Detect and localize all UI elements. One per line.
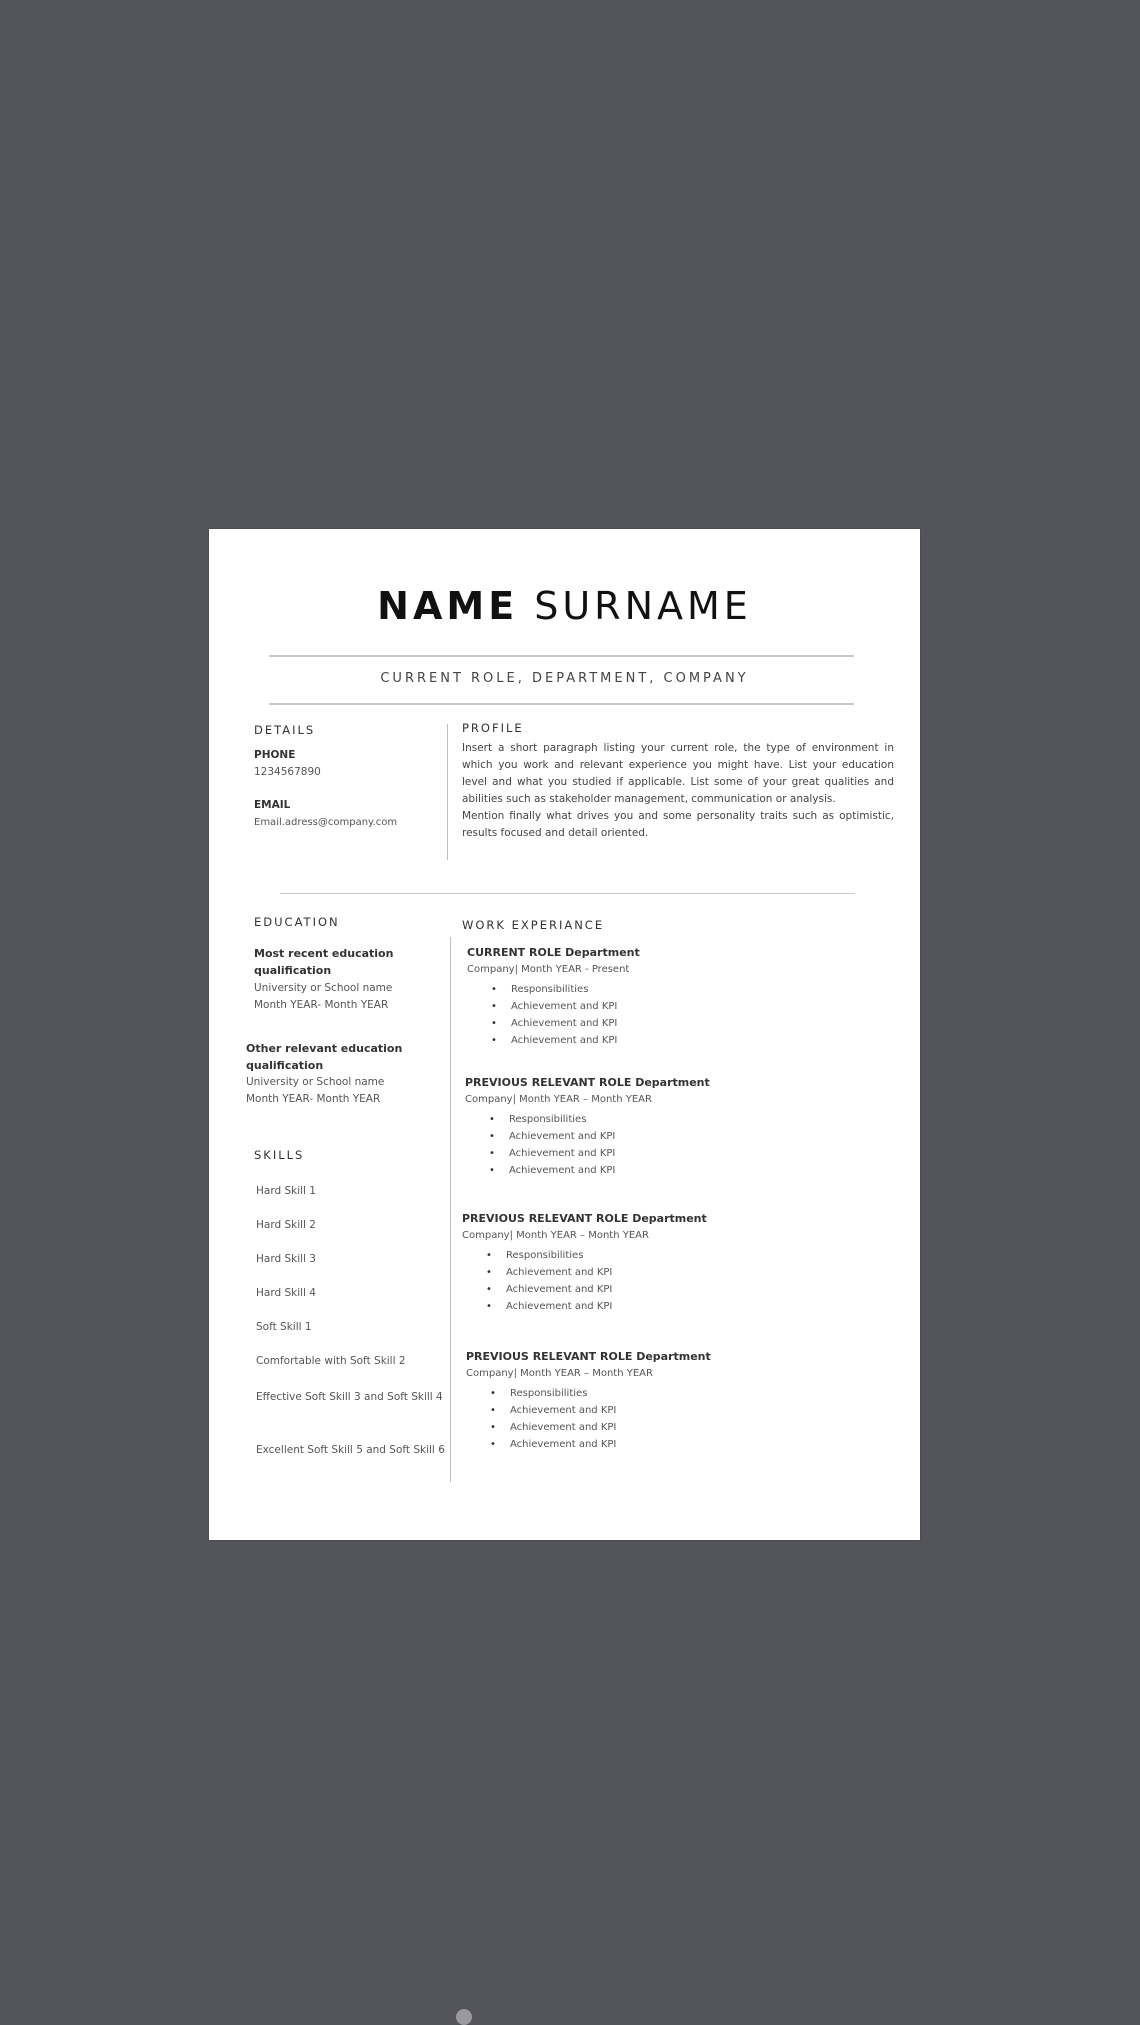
job-bullets [466, 1385, 711, 1453]
job-bullet: • Achievement and KPI [506, 1298, 707, 1315]
job-entry [462, 1212, 707, 1315]
profile-paragraph-2: Mention finally what drives you and some personality traits such as optimistic, results focused and detail oriented. [462, 810, 894, 839]
profile-heading: PROFILE [462, 721, 524, 735]
job-title: CURRENT ROLE Department [467, 946, 640, 959]
page-indicator-dot[interactable] [456, 2009, 472, 2025]
job-bullet: • Achievement and KPI [511, 1015, 640, 1032]
first-name: NAME [377, 584, 519, 628]
details-heading: DETAILS [254, 723, 316, 737]
job-bullet: • Achievement and KPI [511, 1032, 640, 1049]
profile-paragraph: Insert a short paragraph listing your current role, the type of environment in which you work and relevant experience you might have. List your education level and what you studied if applicable. List some of your great qualities and abilities such as stakeholder management, communication or analysis. [462, 742, 894, 805]
skill-item: Comfortable with Soft Skill 2 [256, 1355, 406, 1367]
resume-name [209, 584, 920, 628]
skills-heading: SKILLS [254, 1148, 305, 1162]
job-bullet: • Responsibilities [511, 981, 640, 998]
resume-page [209, 529, 920, 1540]
education-school: University or School name [246, 1076, 385, 1088]
skill-item: Hard Skill 1 [256, 1185, 316, 1197]
job-bullet: • Achievement and KPI [506, 1281, 707, 1298]
work-heading: WORK EXPERIANCE [462, 918, 605, 932]
job-bullets [467, 981, 640, 1049]
education-dates: Month YEAR- Month YEAR [246, 1093, 381, 1105]
job-bullet: • Responsibilities [506, 1247, 707, 1264]
education-dates: Month YEAR- Month YEAR [254, 999, 389, 1011]
profile-text [462, 740, 894, 842]
phone-value: 1234567890 [254, 766, 321, 778]
email-label: EMAIL [254, 799, 291, 811]
skill-item: Excellent Soft Skill 5 and Soft Skill 6 [256, 1444, 445, 1456]
skill-item: Hard Skill 3 [256, 1253, 316, 1265]
job-bullets [462, 1247, 707, 1315]
job-bullet: • Responsibilities [510, 1385, 711, 1402]
job-entry [466, 1350, 711, 1453]
role-line: CURRENT ROLE, DEPARTMENT, COMPANY [380, 671, 749, 686]
column-divider [447, 724, 448, 860]
job-bullets [465, 1111, 710, 1179]
job-bullet: • Achievement and KPI [506, 1264, 707, 1281]
skill-item: Soft Skill 1 [256, 1321, 312, 1333]
education-title: Other relevant education qualification [246, 1042, 403, 1072]
job-bullet: • Achievement and KPI [510, 1436, 711, 1453]
job-meta: Company| Month YEAR – Month YEAR [462, 1230, 649, 1241]
job-bullet: • Achievement and KPI [509, 1162, 710, 1179]
job-meta: Company| Month YEAR – Month YEAR [465, 1094, 652, 1105]
job-bullet: • Achievement and KPI [511, 998, 640, 1015]
education-heading: EDUCATION [254, 915, 340, 929]
job-entry [465, 1076, 710, 1179]
email-value: Email.adress@company.com [254, 817, 398, 828]
job-bullet: • Achievement and KPI [510, 1419, 711, 1436]
job-title: PREVIOUS RELEVANT ROLE Department [462, 1212, 707, 1225]
divider [269, 703, 854, 705]
skill-item: Effective Soft Skill 3 and Soft Skill 4 [256, 1391, 443, 1403]
last-name: SURNAME [534, 584, 752, 628]
column-divider [450, 937, 451, 1482]
skill-item: Hard Skill 4 [256, 1287, 316, 1299]
skill-item: Hard Skill 2 [256, 1219, 316, 1231]
job-bullet: • Responsibilities [509, 1111, 710, 1128]
divider [269, 655, 854, 657]
divider [280, 893, 855, 894]
job-title: PREVIOUS RELEVANT ROLE Department [465, 1076, 710, 1089]
job-meta: Company| Month YEAR - Present [467, 964, 630, 975]
education-title: Most recent education qualification [254, 947, 394, 977]
job-bullet: • Achievement and KPI [510, 1402, 711, 1419]
job-entry [467, 946, 640, 1049]
phone-label: PHONE [254, 749, 296, 761]
job-bullet: • Achievement and KPI [509, 1128, 710, 1145]
job-title: PREVIOUS RELEVANT ROLE Department [466, 1350, 711, 1363]
job-meta: Company| Month YEAR – Month YEAR [466, 1368, 653, 1379]
job-bullet: • Achievement and KPI [509, 1145, 710, 1162]
education-school: University or School name [254, 982, 393, 994]
